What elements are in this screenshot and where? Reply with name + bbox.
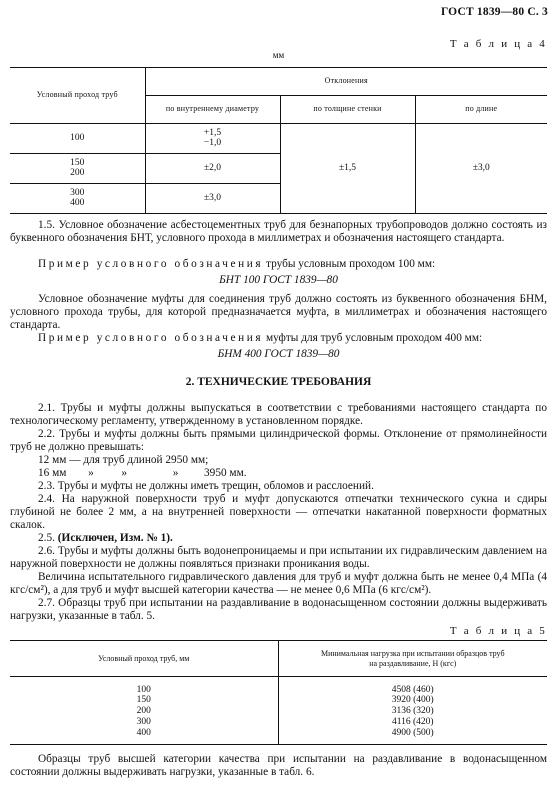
table4-units: мм — [272, 50, 285, 60]
example-2-designation: БНМ 400 ГОСТ 1839—80 — [217, 348, 340, 360]
example-1-designation: БНТ 100 ГОСТ 1839—80 — [219, 274, 338, 286]
table-row — [10, 728, 547, 745]
table4-pass-value: 300 — [70, 187, 85, 198]
table4-header-pass: Условный проход труб — [10, 68, 145, 124]
table4-pass-value: 200 — [70, 167, 85, 178]
table4-pass-cell — [10, 154, 145, 184]
example-tail: муфты для труб условным проходом 400 мм: — [266, 332, 483, 344]
ditto-mark: » — [121, 467, 128, 479]
table4-caption: Т а б л и ц а 4 — [449, 38, 547, 50]
example-1-intro — [10, 258, 547, 271]
table5-header-load-line: на раздавливание, Н (кгс) — [369, 658, 457, 668]
table5 — [10, 640, 547, 745]
table4-diameter-cell — [145, 124, 280, 154]
deviation-line-2 — [38, 467, 438, 480]
table5-load: 4508 (460) — [391, 684, 434, 695]
paragraph-number: 2.5. — [38, 532, 55, 544]
example-2-intro — [10, 332, 547, 345]
excluded-note: (Исключен, Изм. № 1). — [57, 532, 173, 544]
table4-header-diameter: по внутреннему диаметру — [145, 96, 280, 124]
table4-pass-value: 400 — [70, 197, 85, 208]
paragraph-2-7: 2.7. Образцы труб при испытании на раздавливание в водонасыщенном состоянии должны выдерживать нагрузки, указанные в табл. 5. — [10, 597, 547, 622]
table4-header-wall: по толщине стенки — [280, 96, 415, 124]
table5-caption: Т а б л и ц а 5 — [449, 625, 547, 637]
deviation-line-1: 12 мм — для труб длиной 2950 мм; — [38, 454, 209, 466]
table4-length-value: ±3,0 — [415, 124, 547, 214]
table4-pass-value: 150 — [70, 157, 85, 168]
deviation-length: 3950 мм. — [204, 467, 247, 479]
table4-wall-value: ±1,5 — [280, 124, 415, 214]
section-heading: 2. ТЕХНИЧЕСКИЕ ТРЕБОВАНИЯ — [185, 376, 372, 388]
table4 — [10, 67, 547, 214]
table5-load: 3920 (400) — [391, 695, 434, 705]
ditto-mark: » — [172, 467, 179, 479]
paragraph-coupling: Условное обозначение муфты для соединения труб должно состоять из буквенного обозначения БНМ, условного прохода трубы, для которой предназначается муфта, в миллиметрах и обозначения настоящего стандарта. — [10, 293, 547, 331]
example-tail: трубы условным проходом 100 мм: — [266, 258, 436, 270]
table5-load: 3136 (320) — [391, 706, 434, 716]
page-header: ГОСТ 1839—80 С. 3 — [440, 6, 548, 18]
table4-header-length: по длине — [415, 96, 547, 124]
paragraph-pressure: Величина испытательного гидравлического давления для труб и муфт должна быть не менее 0,4 МПа (4 кгс/см²), а для труб и муфт высшей категории качества — не менее 0,6 МПа (6 кгс/см²). — [10, 571, 547, 596]
deviation-value: 16 мм — [38, 467, 67, 479]
table5-header-load — [278, 641, 547, 677]
example-lead: Пример условного обозначения — [38, 332, 264, 344]
table5-header-pass: Условный проход труб, мм — [10, 641, 278, 677]
table-row — [10, 717, 547, 728]
table4-diameter-value: ±3,0 — [145, 184, 280, 214]
paragraph-2-5 — [10, 532, 547, 545]
ditto-mark: » — [88, 467, 94, 479]
table5-load: 4900 (500) — [278, 728, 547, 745]
table4-pass-cell — [10, 124, 145, 154]
paragraph-1-5: 1.5. Условное обозначение асбестоцементных труб для безнапорных трубопроводов должно состоять из буквенного обозначения БНТ, условного прохода в миллиметрах и обозначения настоящего стандарта. — [10, 219, 547, 244]
table4-pass-cell — [10, 184, 145, 214]
table5-header-load-line: Минимальная нагрузка при испытании образцов труб — [320, 648, 505, 658]
table4-diameter-value: +1,5 — [203, 127, 222, 138]
table4-header-deviations: Отклонения — [145, 68, 547, 96]
paragraph-2-2: 2.2. Трубы и муфты должны быть прямыми цилиндрической формы. Отклонение от прямолинейности труб не должно превышать: — [10, 428, 547, 453]
table4-diameter-value: −1,0 — [203, 137, 222, 148]
table5-pass: 100 — [10, 677, 278, 695]
table-row — [10, 706, 547, 717]
table5-pass: 150 — [10, 695, 278, 706]
example-lead: Пример условного обозначения — [38, 258, 264, 270]
table-row — [10, 695, 547, 706]
table5-pass: 400 — [10, 728, 278, 745]
table5-load: 4116 (420) — [391, 717, 434, 727]
table-row — [10, 124, 547, 154]
paragraph-last: Образцы труб высшей категории качества при испытании на раздавливание в водонасыщенном состоянии должны выдерживать нагрузки, указанные в табл. 6. — [10, 753, 547, 778]
paragraph-2-4: 2.4. На наружной поверхности труб и муфт допускаются отпечатки технического сукна и сдиры глубиной не более 2 мм, а на внутренней поверхности — отпечатки накатанной поверхности форматных скалок. — [10, 493, 547, 531]
paragraph-2-3: 2.3. Трубы и муфты не должны иметь трещин, обломов и расслоений. — [38, 480, 374, 492]
table4-diameter-value: ±2,0 — [145, 154, 280, 184]
table5-pass: 200 — [10, 706, 278, 717]
table5-pass: 300 — [10, 717, 278, 728]
table4-pass-value: 100 — [70, 132, 85, 143]
table-row — [10, 677, 547, 695]
paragraph-2-1: 2.1. Трубы и муфты должны выпускаться в соответствии с требованиями настоящего стандарта по технологическому регламенту, утвержденному в установленном порядке. — [10, 402, 547, 427]
paragraph-2-6: 2.6. Трубы и муфты должны быть водонепроницаемы и при испытании их гидравлическим давлением на наружной поверхности не должны появляться признаки проникания воды. — [10, 545, 547, 570]
